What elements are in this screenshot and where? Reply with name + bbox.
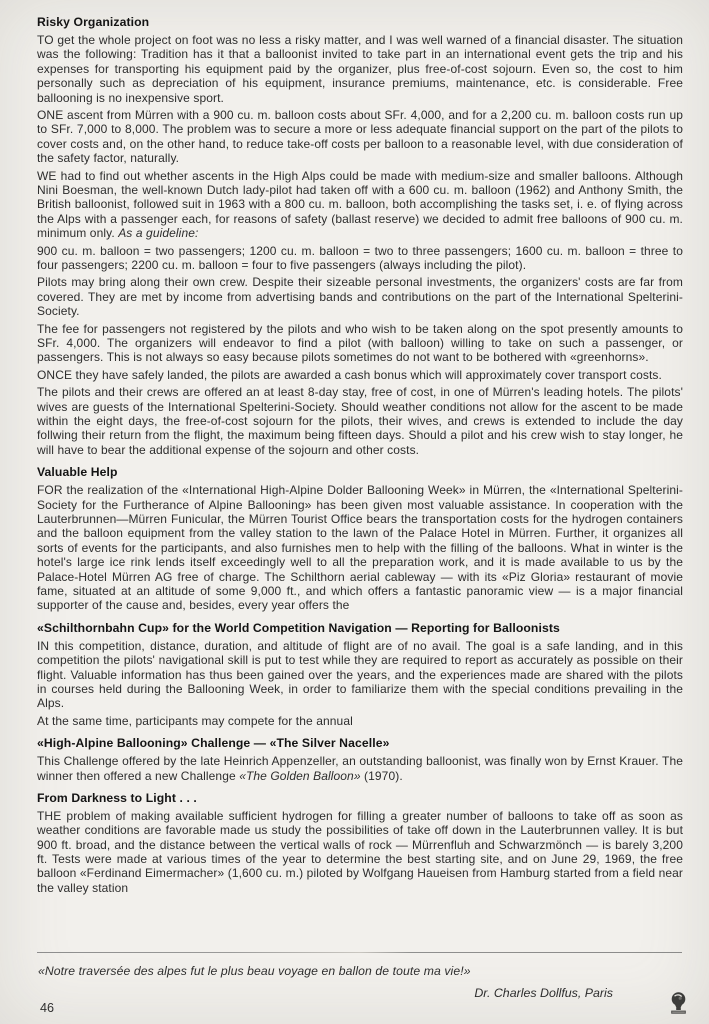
paragraph: FOR the realization of the «International High-Alpine Dolder Ballooning Week» in Mürren, the «International Spelterini-Society for the Furtherance of Alpine Ballooning» has been given most valuable assistance. In cooperation with the Lauterbrunnen—Mürren Funicular, the Mürren Tourist Office bears the transportation costs for the hydrogen containers and the balloon equipment from the valley station to the lawn of the Palace Hotel in Mürren. Further, it organizes all sorts of events for the participants, and also furnishes men to help with the filling of the balloons. What in winter is the hotel's large ice rink lends itself exceedingly well to all the preparation work, and it is made available to us by the Palace-Hotel Mürren AG free of charge. The Schilthorn aerial cableway — with its «Piz Gloria» restaurant of movie fame, situated at an altitude of some 9,000 ft., and which offers a fantastic panoramic view — is a major financial supporter of the cause and, besides, every year offers the — [37, 483, 683, 613]
balloon-emblem-icon — [667, 991, 690, 1016]
paragraph: ONE ascent from Mürren with a 900 cu. m. balloon costs about SFr. 4,000, and for a 2,200 cu. m. balloon costs run up to SFr. 7,000 to 8,000. The problem was to secure a more or less adequate financial support on the part of the pilots to cover costs and, on the other hand, to reduce take-off costs per balloon to a reasonable level, with due consideration of the safety factor, naturally. — [37, 107, 683, 166]
paragraph: At the same time, participants may compete for the annual — [37, 713, 353, 728]
paragraph: Pilots may bring along their own crew. Despite their sizeable personal investments, the organizers' costs are far from covered. They are met by income from advertising bands and contributions on the part of the International Spelterini-Society. — [37, 275, 683, 319]
footer-quote: «Notre traversée des alpes fut le plus beau voyage en ballon de toute ma vie!» — [38, 964, 471, 978]
guideline-paragraph: 900 cu. m. balloon = two passengers; 1200 cu. m. balloon = two to three passengers; 1600 cu. m. balloon = three to four passengers; 2200 cu. m. balloon = four to five passengers (always including the pilot). — [37, 243, 683, 272]
paragraph: ONCE they have safely landed, the pilots are awarded a cash bonus which will approximately cover transport costs. — [37, 367, 662, 382]
section-heading-schilthornbahn-cup: «Schilthornbahn Cup» for the World Competition Navigation — Reporting for Balloonists — [37, 620, 560, 635]
paragraph — [37, 754, 683, 783]
page-text-column — [37, 15, 683, 898]
paragraph: The fee for passengers not registered by the pilots and who wish to be taken along on the spot presently amounts to SFr. 4,000. The organizers will endeavor to find a pilot (with balloon) willing to take on such a passenger, or passengers. This is not always so easy because pilots sometimes do not want to be bothered with «greenhorns». — [37, 321, 683, 365]
section-heading-from-darkness-to-light: From Darkness to Light . . . — [37, 790, 197, 805]
paragraph-text: WE had to find out whether ascents in the High Alps could be made with medium-size and smaller balloons. Although Nini Boesman, the well-known Dutch lady-pilot had taken off with a 600 cu. m. balloon (1962) and Anthony Smith, the British balloonist, followed suit in 1963 with a 800 cu. m. balloon, both accomplishing the tasks set, i. e. of flying across the Alps with a passenger each, for reasons of safety (ballast reserve) we decided to admit free balloons of 900 cu. m. minimum only. — [37, 168, 683, 241]
section-heading-silver-nacelle: «High-Alpine Ballooning» Challenge — «The Silver Nacelle» — [37, 736, 390, 751]
page-number: 46 — [40, 1001, 55, 1015]
golden-balloon-italic: «The Golden Balloon» — [239, 768, 361, 783]
paragraph: TO get the whole project on foot was no less a risky matter, and I was well warned of a financial disaster. The situation was the following: Tradition has it that a balloonist invited to take part in an international event gets the trip and his expenses for transporting his equipment paid by the organizer, plus free-of-cost sojourn. Even so, the cost to him personally such as depreciation of his equipment, insurance premiums, maintenance, etc. is considerable. Free ballooning is no inexpensive sport. — [37, 32, 683, 105]
paragraph: THE problem of making available sufficient hydrogen for filling a greater number of balloons to take off as soon as weather conditions are favorable made us study the possibilities of take off down in the Lauterbrunnen valley. It is but 900 ft. broad, and the distance between the vertical walls of rock — Mürrenfluh and Schwarzmönch — is barely 3,200 ft. Tests were made at various times of the year to determine the best starting site, and on June 29, 1969, the free balloon «Ferdinand Eimermacher» (1,600 cu. m.) piloted by Wolfgang Haueisen from Hamburg started from a field near the valley station — [37, 808, 683, 895]
section-heading-risky-organization: Risky Organization — [37, 15, 150, 29]
footer-divider — [37, 952, 682, 953]
paragraph — [37, 169, 683, 241]
paragraph: IN this competition, distance, duration, and altitude of flight are of no avail. The goal is a safe landing, and in this competition the pilots' navigational skill is put to test while they are required to report as accurately as possible on their flight. Valuable information has thus been gained over the years, and the experiences made are shared with the pilots in courses held during the Ballooning Week, in order to familiarize them with the special conditions prevailing in the Alps. — [37, 638, 683, 711]
section-heading-valuable-help: Valuable Help — [37, 465, 118, 480]
guideline-lead-in-italic: As a guideline: — [118, 226, 199, 241]
quote-attribution: Dr. Charles Dollfus, Paris — [474, 986, 613, 1000]
paragraph: The pilots and their crews are offered an at least 8-day stay, free of cost, in one of Mürren's leading hotels. The pilots' wives are guests of the International Spelterini-Society. Should weather conditions not allow for the ascent to be made within the eight days, the free-of-cost sojourn for the pilots, their wives, and crews is extended to include the day follwing their return from the flight, the maximum being fifteen days. Should a pilot and his crew wish to stay longer, he will have to bear the additional expense of the sojourn and other costs. — [37, 385, 683, 457]
paragraph-text: (1970). — [360, 768, 403, 783]
paragraph-text: This Challenge offered by the late Heinrich Appenzeller, an outstanding balloonist, was finally won by Ernst Krauer. The winner then offered a new Challenge — [37, 754, 683, 783]
